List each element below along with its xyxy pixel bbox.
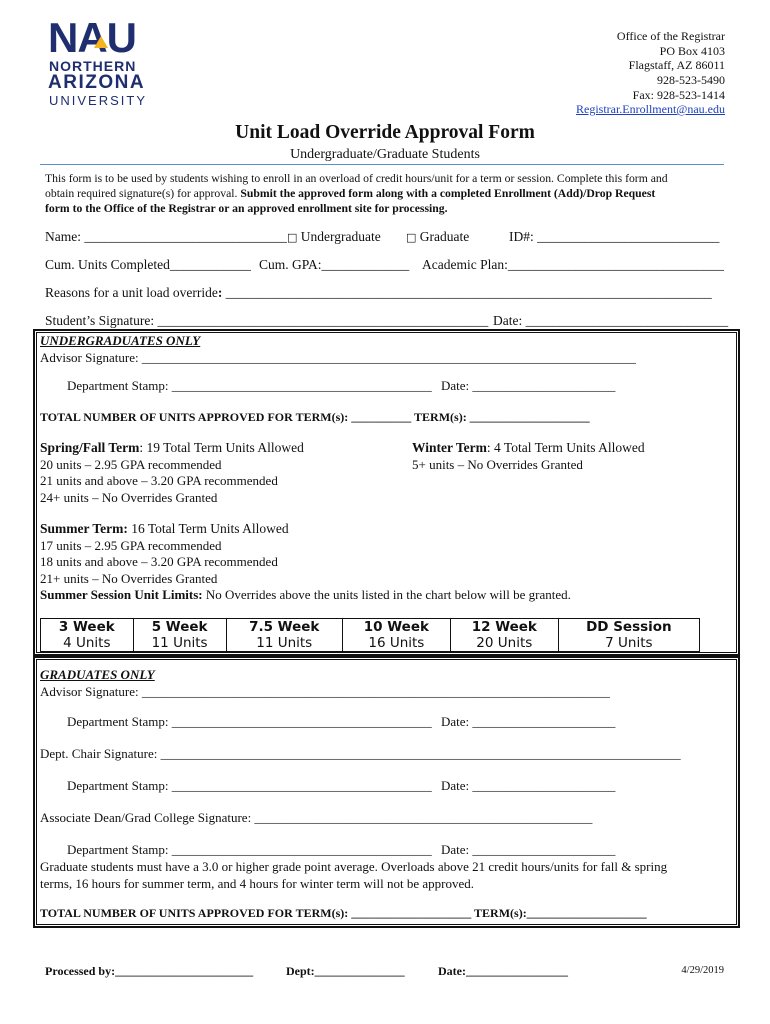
session-header-cell: 12 Week — [450, 619, 558, 636]
footer-date-field[interactable]: Date:_________________ — [438, 964, 568, 978]
session-value-cell: 11 Units — [133, 635, 226, 652]
intro-plain: obtain required signature(s) for approval. — [45, 187, 241, 200]
registrar-email-link[interactable]: Registrar.Enrollment@nau.edu — [575, 102, 725, 116]
revision-date: 4/29/2019 — [681, 965, 724, 976]
intro-bold: Submit the approved form along with a completed Enrollment (Add)/Drop Request — [240, 187, 656, 200]
undergraduate-label: Undergraduate — [300, 229, 381, 244]
grad-department-stamp-field-2[interactable]: Department Stamp: ________________________________________ — [67, 778, 432, 793]
undergrad-box-icon: □ — [287, 231, 298, 244]
summer-rest: 16 Total Term Units Allowed — [127, 521, 289, 536]
logo-line-northern: NORTHERN — [49, 58, 137, 74]
spring-fall-line-2: 21 units and above – 3.20 GPA recommended — [40, 473, 278, 488]
summer-line-3: 21+ units – No Overrides Granted — [40, 571, 218, 586]
winter-label: Winter Term — [412, 440, 487, 455]
address-line-1: Office of the Registrar — [616, 29, 725, 43]
session-label: Summer Session Unit Limits: — [40, 587, 203, 602]
summer-line-1: 17 units – 2.95 GPA recommended — [40, 538, 222, 553]
summer-session-table — [40, 618, 700, 652]
session-table-header-row — [41, 619, 700, 636]
session-header-cell: DD Session — [558, 619, 699, 636]
session-value-cell: 16 Units — [342, 635, 450, 652]
summer-term-heading — [40, 521, 289, 537]
reasons-line: ________________________________________________________________________ — [222, 285, 712, 300]
session-table-value-row — [41, 635, 700, 652]
grad-advisor-signature-field[interactable]: Advisor Signature: ________________________________________________________________________ — [40, 684, 610, 699]
academic-plan-field[interactable]: Academic Plan:________________________________ — [422, 257, 724, 272]
session-header-cell: 7.5 Week — [226, 619, 342, 636]
spring-fall-rest: : 19 Total Term Units Allowed — [139, 440, 304, 455]
nau-logo: NAU — [48, 14, 136, 61]
address-line-3: Flagstaff, AZ 86011 — [628, 58, 725, 72]
reasons-label: Reasons for a unit load override — [45, 285, 218, 300]
winter-line-1: 5+ units – No Overrides Granted — [412, 457, 583, 472]
graduate-label: Graduate — [419, 229, 470, 244]
spring-fall-line-1: 20 units – 2.95 GPA recommended — [40, 457, 222, 472]
reasons-colon: : — [217, 285, 223, 300]
spring-fall-label: Spring/Fall Term — [40, 440, 140, 455]
grad-stamp-date-field-2[interactable]: Date: ______________________ — [441, 778, 616, 793]
session-header-cell: 5 Week — [133, 619, 226, 636]
grad-stamp-date-field-3[interactable]: Date: ______________________ — [441, 842, 616, 857]
intro-line-2 — [45, 187, 655, 200]
undergraduate-checkbox[interactable] — [287, 229, 381, 245]
grad-total-units-approved[interactable]: TOTAL NUMBER OF UNITS APPROVED FOR TERM(s): ____________________ TERM(s):____________________ — [40, 906, 647, 920]
reasons-field[interactable] — [45, 285, 712, 301]
session-value-cell: 11 Units — [226, 635, 342, 652]
ug-advisor-signature-field[interactable]: Advisor Signature: ____________________________________________________________________________ — [40, 350, 636, 365]
id-field[interactable]: ID#: ___________________________ — [509, 229, 720, 244]
winter-term-heading — [412, 440, 645, 456]
dept-chair-signature-field[interactable]: Dept. Chair Signature: ________________________________________________________________________________ — [40, 746, 681, 761]
graduates-heading: GRADUATES ONLY — [40, 667, 155, 682]
spring-fall-term-heading — [40, 440, 304, 456]
session-header-cell: 3 Week — [41, 619, 134, 636]
graduate-checkbox[interactable] — [406, 229, 469, 245]
session-value-cell: 7 Units — [558, 635, 699, 652]
address-fax: Fax: 928-523-1414 — [632, 88, 725, 102]
logo-line-arizona: ARIZONA — [48, 72, 146, 93]
ug-total-units-approved[interactable]: TOTAL NUMBER OF UNITS APPROVED FOR TERM(s): __________ TERM(s): ____________________ — [40, 410, 590, 424]
summer-session-limits — [40, 587, 571, 603]
grad-box-icon: □ — [406, 231, 417, 244]
name-field[interactable]: Name: ______________________________ — [45, 229, 287, 244]
intro-line-1: This form is to be used by students wishing to enroll in an overload of credit hours/unit for a term or session. Complete this form and — [45, 172, 668, 185]
processed-by-field[interactable]: Processed by:_______________________ — [45, 964, 254, 978]
session-value-cell: 20 Units — [450, 635, 558, 652]
associate-dean-signature-field[interactable]: Associate Dean/Grad College Signature: ____________________________________________________ — [40, 810, 593, 825]
undergraduates-heading: UNDERGRADUATES ONLY — [40, 333, 201, 348]
cum-units-field[interactable]: Cum. Units Completed____________ — [45, 257, 251, 272]
session-header-cell: 10 Week — [342, 619, 450, 636]
spring-fall-line-3: 24+ units – No Overrides Granted — [40, 490, 218, 505]
grad-note-line-2: terms, 16 hours for summer term, and 4 hours for winter term will not be approved. — [40, 876, 474, 891]
winter-rest: : 4 Total Term Units Allowed — [486, 440, 645, 455]
session-rest: No Overrides above the units listed in the chart below will be granted. — [202, 587, 571, 602]
form-title: Unit Load Override Approval Form — [235, 122, 535, 143]
summer-line-2: 18 units and above – 3.20 GPA recommended — [40, 554, 278, 569]
form-subtitle: Undergraduate/Graduate Students — [290, 147, 480, 162]
grad-note-line-1: Graduate students must have a 3.0 or higher grade point average. Overloads above 21 credit hours/units for fall & spring — [40, 859, 668, 874]
grad-department-stamp-field-3[interactable]: Department Stamp: ________________________________________ — [67, 842, 432, 857]
address-phone: 928-523-5490 — [657, 73, 725, 87]
grad-stamp-date-field-1[interactable]: Date: ______________________ — [441, 714, 616, 729]
summer-label: Summer Term: — [40, 521, 128, 536]
footer-dept-field[interactable]: Dept:_______________ — [286, 964, 405, 978]
session-value-cell: 4 Units — [41, 635, 134, 652]
cum-gpa-field[interactable]: Cum. GPA:_____________ — [259, 257, 410, 272]
student-signature-field[interactable]: Student’s Signature: _________________________________________________ — [45, 313, 489, 328]
ug-stamp-date-field[interactable]: Date: ______________________ — [441, 378, 616, 393]
grad-department-stamp-field-1[interactable]: Department Stamp: ________________________________________ — [67, 714, 432, 729]
logo-triangle — [94, 36, 108, 48]
intro-line-3: form to the Office of the Registrar or an approved enrollment site for processing. — [45, 202, 448, 215]
logo-line-university: UNIVERSITY — [49, 93, 148, 108]
title-rule — [40, 164, 724, 165]
address-line-2: PO Box 4103 — [659, 44, 725, 58]
student-date-field[interactable]: Date: ______________________________ — [493, 313, 729, 328]
ug-department-stamp-field[interactable]: Department Stamp: ________________________________________ — [67, 378, 432, 393]
